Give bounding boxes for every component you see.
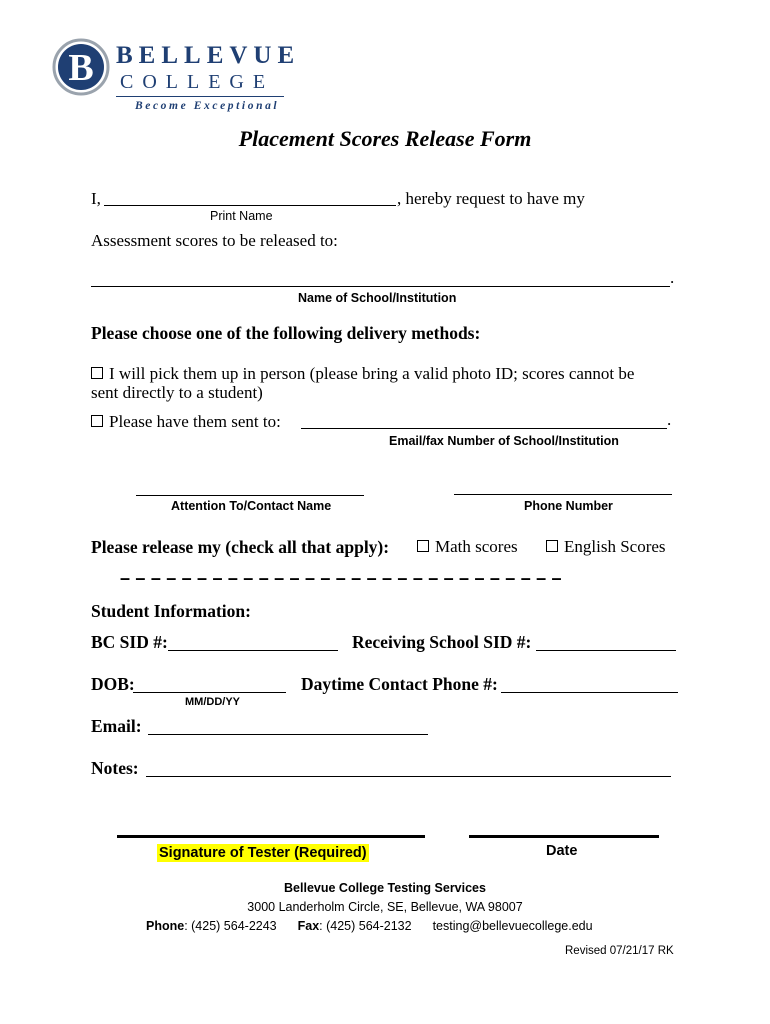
math-option (417, 537, 518, 557)
date-label: Date (546, 843, 578, 859)
receiving-sid-label: Receiving School SID #: (352, 632, 532, 652)
phone-field[interactable] (454, 480, 672, 495)
footer-fax-value: : (425) 564-2132 (319, 919, 412, 933)
footer-phone-value: : (425) 564-2243 (184, 919, 277, 933)
dashed-divider: – – – – – – – – – – – – – – – – – – – – – – – – – – – – – (120, 568, 562, 588)
bc-sid-field[interactable] (168, 634, 338, 651)
notes-field[interactable] (146, 760, 671, 777)
english-option-label: English Scores (564, 537, 666, 556)
logo-letter: B (68, 47, 94, 89)
footer-address: 3000 Landerholm Circle, SE, Bellevue, WA 98007 (247, 900, 523, 914)
logo-name-line1: BELLEVUE (116, 42, 301, 69)
footer-contact (146, 919, 593, 933)
attention-label: Attention To/Contact Name (171, 499, 332, 513)
bc-sid-label: BC SID #: (91, 632, 168, 652)
email-label: Email: (91, 716, 142, 736)
signature-line[interactable] (117, 835, 425, 838)
email-fax-field[interactable] (301, 412, 667, 429)
logo-tagline: Become Exceptional (135, 100, 280, 112)
email-fax-label: Email/fax Number of School/Institution (389, 434, 619, 448)
footer-email[interactable]: testing@bellevuecollege.edu (432, 919, 593, 933)
school-period: . (670, 268, 675, 287)
pickup-option-line1: I will pick them up in person (please bring a valid photo ID; scores cannot be (109, 364, 635, 383)
school-name-field[interactable] (91, 270, 670, 287)
attention-field[interactable] (136, 481, 364, 496)
assessment-line: Assessment scores to be released to: (91, 231, 338, 250)
pickup-option (91, 364, 634, 384)
email-field[interactable] (148, 718, 428, 735)
b-monogram-icon (52, 38, 110, 96)
date-line[interactable] (469, 835, 659, 838)
print-name-field[interactable] (104, 189, 396, 206)
delivery-heading: Please choose one of the following delivery methods: (91, 323, 481, 343)
daytime-phone-field[interactable] (501, 676, 678, 693)
phone-label: Phone Number (524, 499, 613, 513)
math-option-label: Math scores (435, 537, 518, 556)
college-logo-mark (52, 38, 110, 96)
footer-fax-label: Fax (297, 919, 320, 933)
dob-format-hint: MM/DD/YY (185, 696, 240, 708)
revision-note: Revised 07/21/17 RK (565, 945, 674, 957)
signature-label-wrap (157, 845, 369, 861)
pickup-option-line2: sent directly to a student) (91, 383, 263, 402)
footer-org: Bellevue College Testing Services (284, 881, 486, 895)
print-name-label: Print Name (210, 209, 273, 223)
english-option (546, 537, 666, 557)
school-name-label: Name of School/Institution (298, 291, 457, 305)
send-option (91, 412, 281, 432)
english-checkbox[interactable] (546, 540, 558, 552)
send-checkbox[interactable] (91, 415, 103, 427)
request-suffix: , hereby request to have my (397, 189, 585, 208)
pickup-checkbox[interactable] (91, 367, 103, 379)
footer-phone-label: Phone (146, 919, 185, 933)
math-checkbox[interactable] (417, 540, 429, 552)
page-title: Placement Scores Release Form (238, 126, 532, 151)
receiving-sid-field[interactable] (536, 634, 676, 651)
release-heading: Please release my (check all that apply): (91, 537, 390, 557)
daytime-phone-label: Daytime Contact Phone #: (301, 674, 498, 694)
student-info-heading: Student Information: (91, 601, 251, 621)
logo-divider (116, 96, 284, 97)
signature-label: Signature of Tester (Required) (159, 845, 367, 861)
send-option-text: Please have them sent to: (109, 412, 281, 431)
dob-label: DOB: (91, 674, 135, 694)
send-period: . (667, 410, 672, 429)
notes-label: Notes: (91, 758, 139, 778)
logo-name-line2: COLLEGE (120, 71, 275, 93)
request-prefix: I, (91, 189, 101, 208)
dob-field[interactable] (133, 676, 286, 693)
